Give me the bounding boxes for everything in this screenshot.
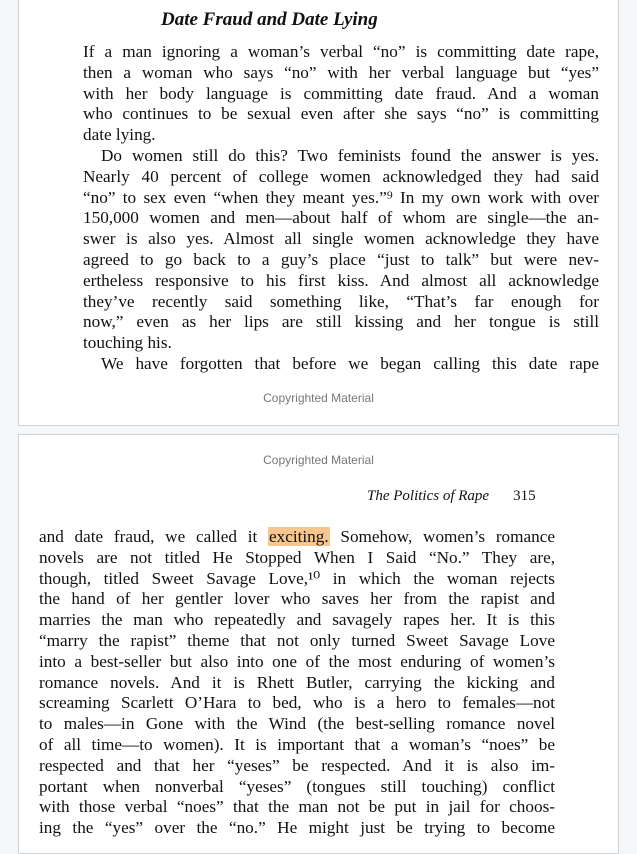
search-highlight[interactable]: exciting. (268, 527, 329, 546)
copyright-notice: Copyrighted Material (263, 391, 374, 405)
text-line: portant when nonverbal “yeses” (tongues still touching) conflict (39, 776, 555, 796)
text-line: with her body language is committing date fraud. And a woman (83, 83, 599, 103)
text-line: with those verbal “noes” that the man not be put in jail for choos- (39, 797, 555, 817)
text-line: marries the man who repeatedly and savagely rapes her. It is this (39, 610, 555, 630)
text-line: 150,000 women and men—about half of whom are single—the an- (83, 208, 599, 228)
text-line: though, titled Sweet Savage Love,¹⁰ in which the woman rejects (39, 568, 555, 588)
running-header (367, 488, 536, 505)
text-line: respected and that her “yeses” be respected. And it is also im- (39, 755, 555, 775)
text-line: ing the “yes” over the “no.” He might just be trying to become (39, 818, 555, 838)
text-line: the hand of her gentler lover who saves her from the rapist and (39, 589, 555, 609)
text-line: Nearly 40 percent of college women acknowledged they had said (83, 166, 599, 186)
running-head-title: The Politics of Rape (367, 488, 490, 504)
text-line: touching his. (83, 333, 172, 353)
page-2-body-text (39, 527, 555, 839)
page-1-body-text (83, 42, 599, 375)
text-line: swer is also yes. Almost all single women acknowledge they have (83, 229, 599, 249)
book-page-2 (18, 434, 619, 854)
book-page-1 (18, 0, 619, 426)
text-line: into a best-seller but also into one of the most enduring of women’s (39, 651, 555, 671)
text-line: to males—in Gone with the Wind (the best-selling romance novel (39, 714, 555, 734)
text-line: they’ve recently said something like, “That’s far enough for (83, 291, 599, 311)
text-line: and date fraud, we called it exciting. Somehow, women’s romance (39, 527, 555, 546)
text-line: now,” even as her lips are still kissing and her tongue is still (83, 312, 599, 332)
copyright-notice: Copyrighted Material (263, 453, 374, 467)
text-line: If a man ignoring a woman’s verbal “no” is committing date rape, (83, 42, 599, 61)
text-line: “marry the rapist” theme that not only turned Sweet Savage Love (39, 630, 555, 650)
text-line: date lying. (83, 125, 156, 145)
text-line: agreed to go back to a guy’s place “just to talk” but were nev- (83, 249, 599, 269)
text-line: ertheless responsive to his first kiss. And almost all acknowledge (83, 270, 599, 290)
text-line: then a woman who says “no” with her verbal language but “yes” (83, 62, 599, 82)
text-line: screaming Scarlett O’Hara to bed, who is a hero to females—not (39, 693, 555, 713)
text-line: novels are not titled He Stopped When I Said “No.” They are, (39, 547, 555, 567)
text-line: “no” to sex even “when they meant yes.”⁹ In my own work with over (83, 187, 599, 207)
text-line: who continues to be sexual even after she says “no” is committing (83, 104, 599, 124)
text-line: of all time—to women). It is important that a woman’s “noes” be (39, 734, 555, 754)
page-number: 315 (513, 488, 536, 504)
text-line: Do women still do this? Two feminists found the answer is yes. (101, 145, 599, 165)
text-line: We have forgotten that before we began calling this date rape (101, 353, 599, 373)
section-heading: Date Fraud and Date Lying (161, 9, 378, 30)
text-line: romance novels. And it is Rhett Butler, carrying the kicking and (39, 672, 555, 692)
